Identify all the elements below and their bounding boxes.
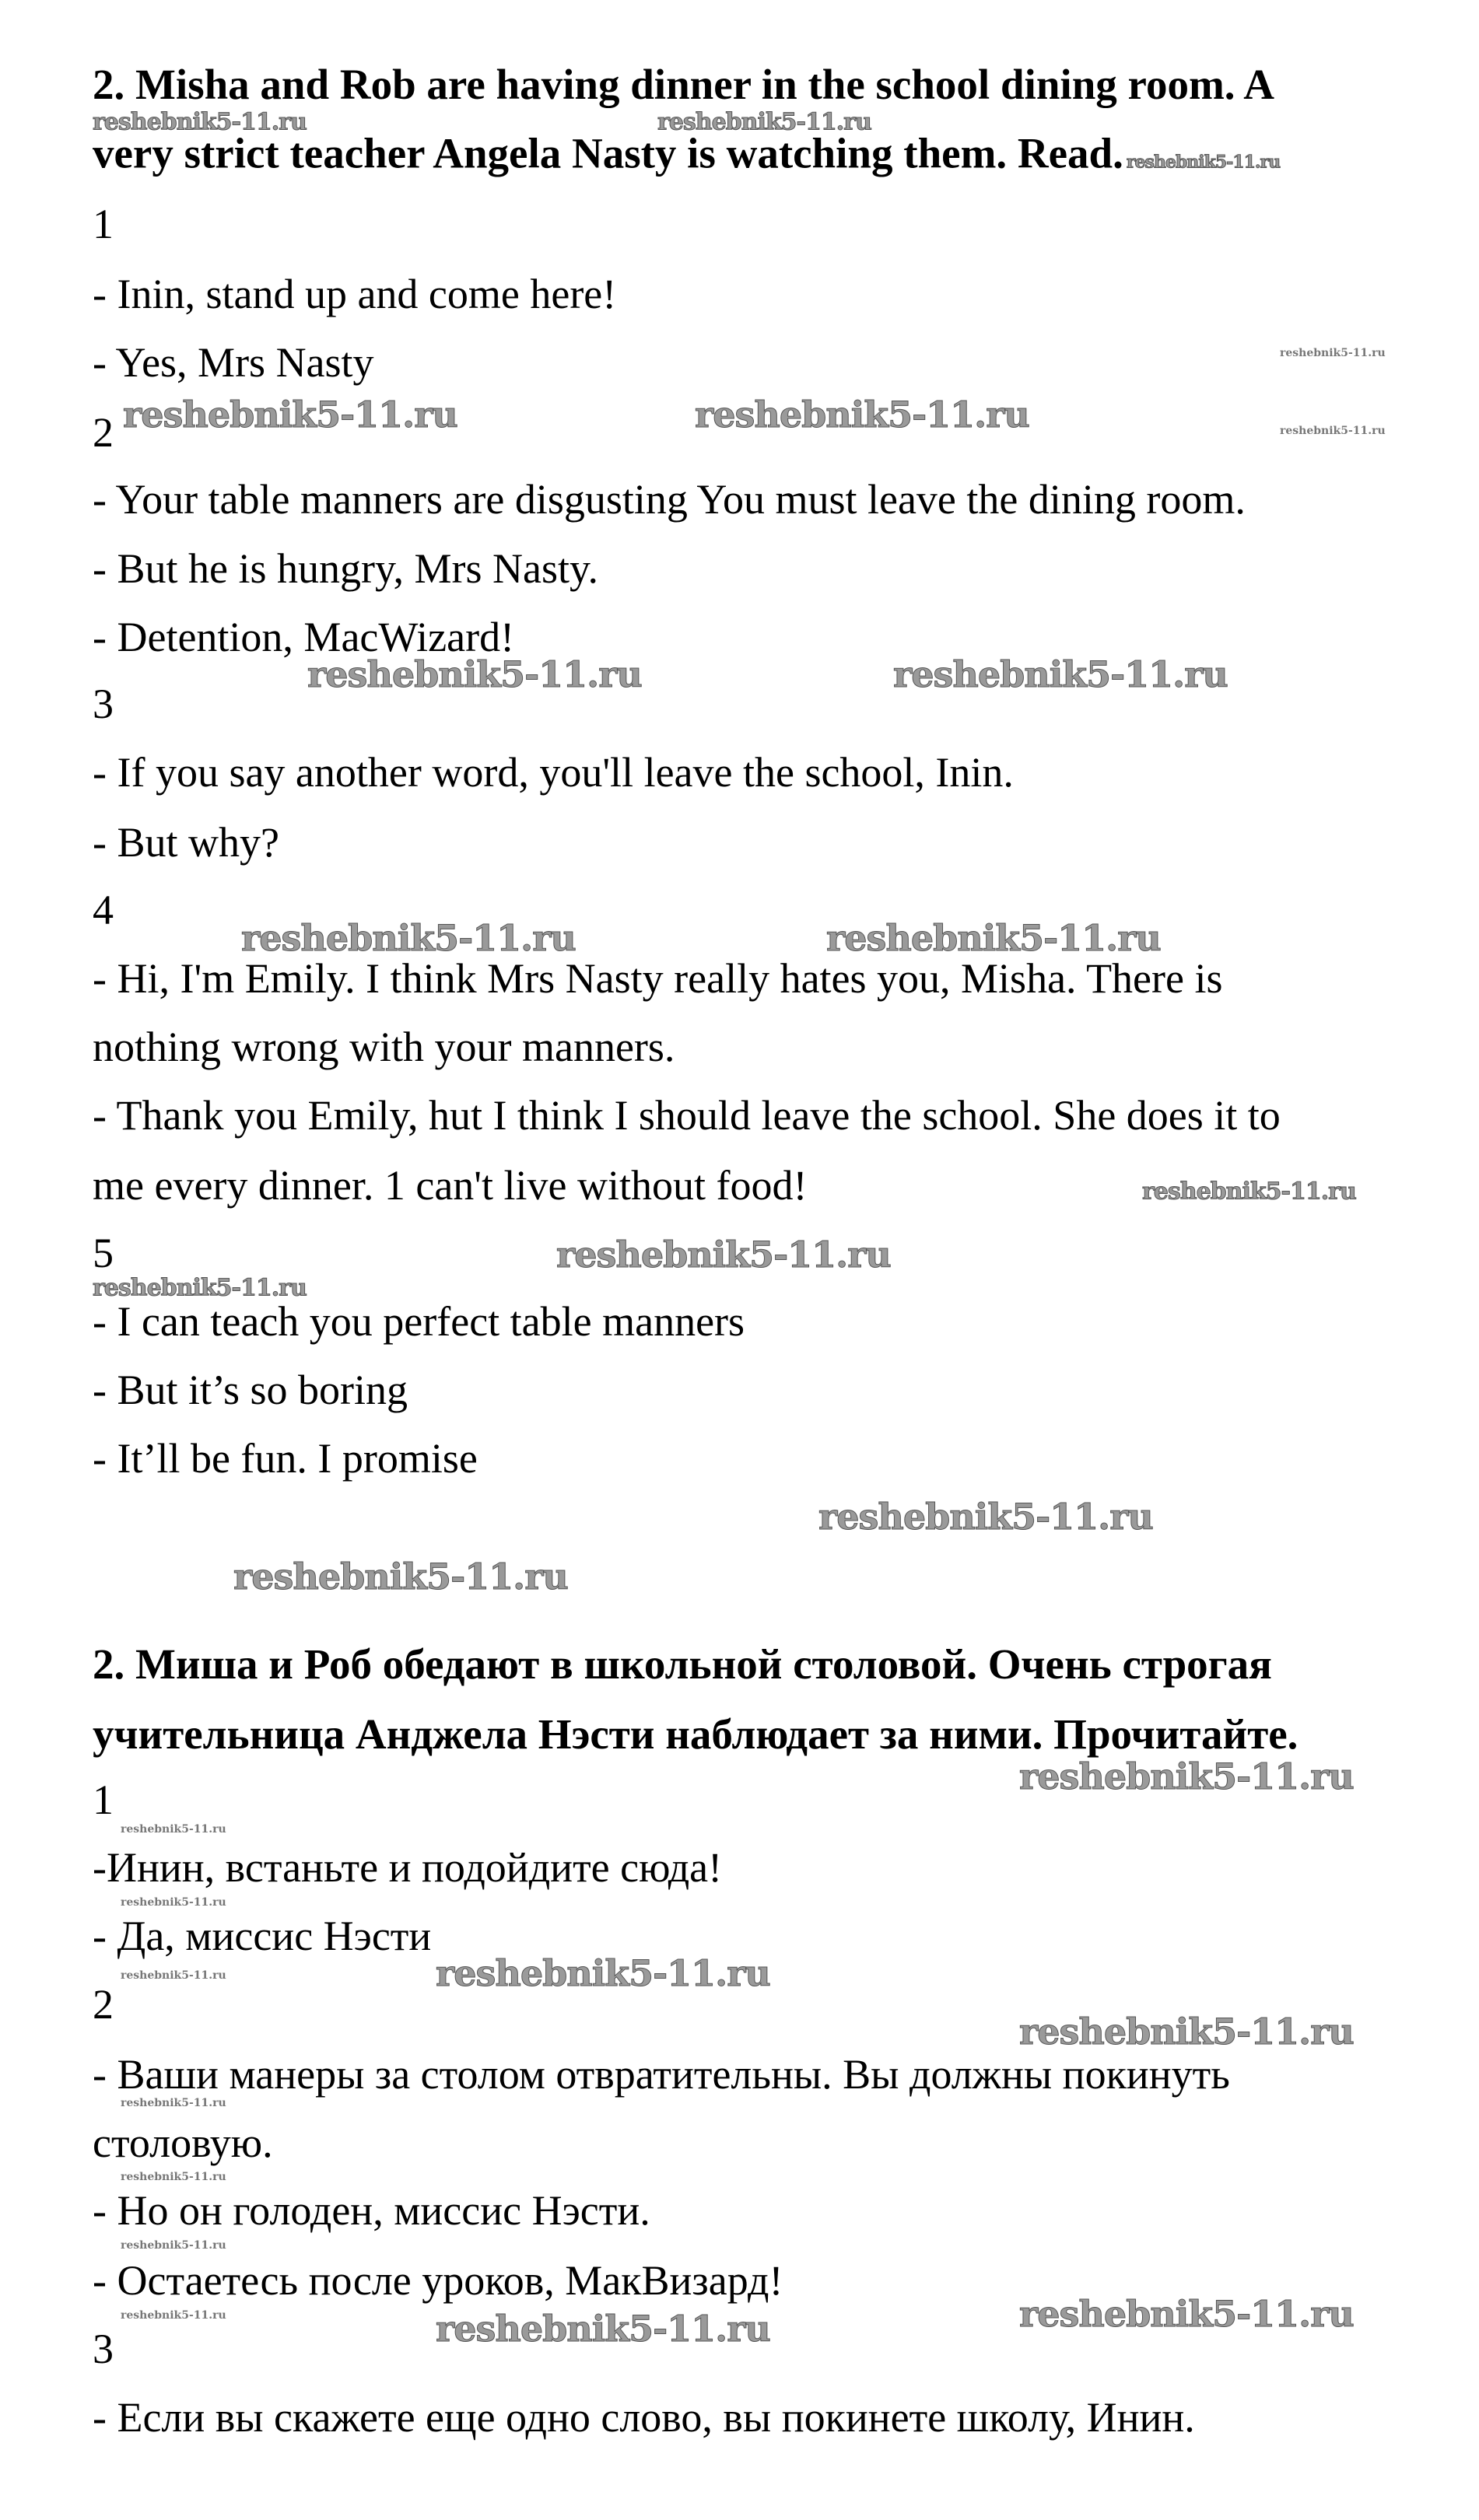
watermark: reshebnik5-11.ru <box>123 394 457 436</box>
dialogue-line: - Inin, stand up and come here! <box>93 271 617 317</box>
watermark: reshebnik5-11.ru <box>818 1496 1153 1538</box>
dialogue-line: -Инин, встаньте и подойдите сюда! <box>93 1844 723 1891</box>
exercise-heading-text: very strict teacher Angela Nasty is watching them. Read. <box>93 129 1123 177</box>
watermark: reshebnik5-11.ru <box>695 394 1029 436</box>
exercise-heading: 2. Misha and Rob are having dinner in the school dining room. A <box>93 61 1274 108</box>
watermark: reshebnik5-11.ru <box>121 2171 226 2183</box>
watermark: reshebnik5-11.ru <box>893 653 1228 695</box>
dialogue-line: - Если вы скажете еще одно слово, вы покинете школу, Инин. <box>93 2394 1195 2441</box>
dialogue-line: - Остаетесь после уроков, МакВизард! <box>93 2257 783 2304</box>
exercise-heading: 2. Миша и Роб обедают в школьной столовой. Очень строгая <box>93 1640 1272 1688</box>
watermark: reshebnik5-11.ru <box>1019 1755 1354 1797</box>
dialogue-line: - But why? <box>93 819 279 866</box>
watermark: reshebnik5-11.ru <box>1280 425 1386 437</box>
watermark: reshebnik5-11.ru <box>121 1823 226 1836</box>
watermark: reshebnik5-11.ru <box>436 2308 770 2350</box>
dialogue-line: - It’ll be fun. I promise <box>93 1435 478 1482</box>
watermark: reshebnik5-11.ru <box>121 2097 226 2109</box>
part-number: 1 <box>93 201 114 247</box>
watermark: reshebnik5-11.ru <box>556 1234 891 1276</box>
part-number: 3 <box>93 681 114 727</box>
watermark: reshebnik5-11.ru <box>307 653 642 695</box>
watermark: reshebnik5-11.ru <box>1142 1178 1356 1206</box>
watermark: reshebnik5-11.ru <box>657 108 871 136</box>
watermark: reshebnik5-11.ru <box>121 2309 226 2322</box>
watermark: reshebnik5-11.ru <box>121 2239 226 2252</box>
watermark: reshebnik5-11.ru <box>1019 2293 1354 2335</box>
watermark: reshebnik5-11.ru <box>121 1896 226 1909</box>
watermark: reshebnik5-11.ru <box>93 1274 307 1302</box>
dialogue-line: - Ваши манеры за столом отвратительны. Вы должны покинуть <box>93 2051 1230 2098</box>
part-number: 2 <box>93 1981 114 2028</box>
dialogue-line: - If you say another word, you'll leave the school, Inin. <box>93 749 1014 796</box>
watermark: reshebnik5-11.ru <box>1126 152 1281 173</box>
dialogue-line: nothing wrong with your manners. <box>93 1024 675 1070</box>
dialogue-line: - Your table manners are disgusting You must leave the dining room. <box>93 476 1246 523</box>
dialogue-line: - Yes, Mrs Nasty <box>93 339 374 386</box>
dialogue-line: - I can teach you perfect table manners <box>93 1298 745 1345</box>
watermark: reshebnik5-11.ru <box>93 108 307 136</box>
exercise-heading: учительница Анджела Нэсти наблюдает за ними. Прочитайте. <box>93 1710 1299 1758</box>
watermark: reshebnik5-11.ru <box>1019 2011 1354 2053</box>
watermark: reshebnik5-11.ru <box>233 1556 568 1598</box>
dialogue-line: столовую. <box>93 2119 273 2166</box>
watermark: reshebnik5-11.ru <box>121 1969 226 1982</box>
watermark: reshebnik5-11.ru <box>436 1952 770 1994</box>
part-number: 1 <box>93 1776 114 1823</box>
part-number: 2 <box>93 409 114 456</box>
dialogue-line: - Hi, I'm Emily. I think Mrs Nasty really hates you, Misha. There is <box>93 955 1223 1002</box>
dialogue-line: - But he is hungry, Mrs Nasty. <box>93 545 598 592</box>
dialogue-line: me every dinner. 1 can't live without food! <box>93 1162 808 1209</box>
part-number: 5 <box>93 1230 114 1276</box>
dialogue-line: - Но он голоден, миссис Нэсти. <box>93 2187 650 2234</box>
watermark: reshebnik5-11.ru <box>1280 347 1386 359</box>
dialogue-line: - Detention, MacWizard! <box>93 614 515 660</box>
exercise-heading <box>93 129 1281 184</box>
dialogue-line: - Да, миссис Нэсти <box>93 1913 432 1959</box>
dialogue-line: - Thank you Emily, hut I think I should leave the school. She does it to <box>93 1092 1281 1139</box>
part-number: 3 <box>93 2326 114 2372</box>
watermark: reshebnik5-11.ru <box>826 917 1161 959</box>
part-number: 4 <box>93 887 114 933</box>
watermark: reshebnik5-11.ru <box>241 917 576 959</box>
dialogue-line: - But it’s so boring <box>93 1367 408 1413</box>
